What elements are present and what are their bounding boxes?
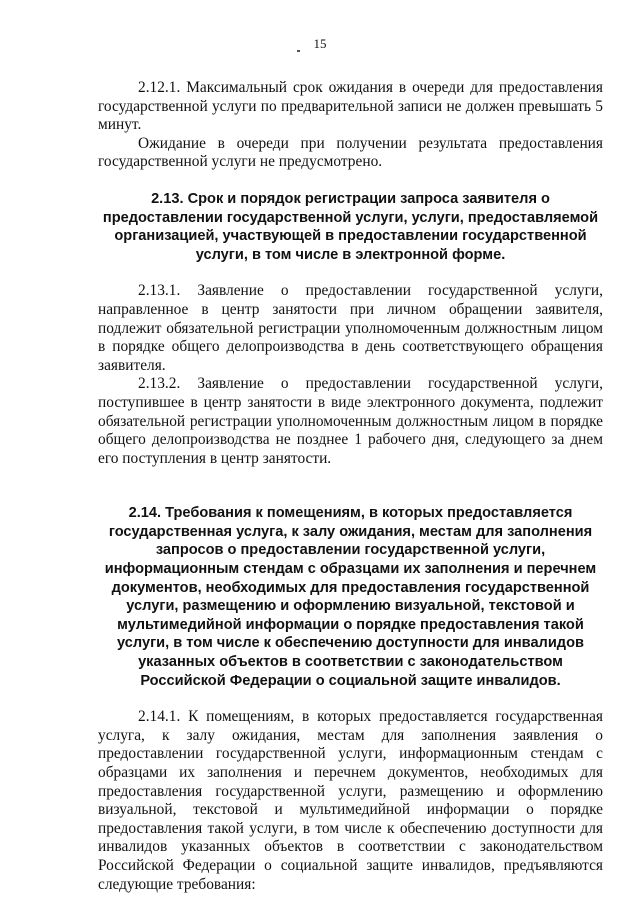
paragraph-2-12-1: 2.12.1. Максимальный срок ожидания в очереди для предоставления государственной услуги по предварительной записи не должен превышать 5 минут. (98, 79, 603, 134)
paragraph-waiting: Ожидание в очереди при получении результата предоставления государственной услуги не предусмотрено. (98, 134, 603, 171)
page-number: 15 (313, 36, 327, 51)
heading-2-13: 2.13. Срок и порядок регистрации запроса заявителя о предоставлении государственной услуги, услуги, предоставляемой организацией, участвующей в предоставлении государственной услуги, в том числе в электронной форме. (102, 190, 599, 263)
paragraph-2-13-2: 2.13.2. Заявление о предоставлении государственной услуги, поступившее в центр занятости в виде электронного документа, подлежит обязательной регистрации уполномоченным должностным лицом в порядке общего делопроизводства не позднее 1 рабочего дня, следующего за днем его поступления в центр занятости. (98, 375, 603, 467)
paragraph-2-14-1: 2.14.1. К помещениям, в которых предоставляется государственная услуга, к залу ожидания, местам для заполнения заявления о предоставлении государственной услуги, информационным стендам с образцами их заполнения и перечнем документов, необходимых для предоставления государственной услуги, размещению и оформлению визуальной, текстовой и мультимедийной информации о порядке предоставления такой услуги, в том числе к обеспечению доступности для инвалидов указанных объектов в соответствии с законодательством Российской Федерации о социальной защите инвалидов, предъявляются следующие требования: (98, 708, 603, 893)
document-body (98, 79, 603, 894)
heading-2-14: 2.14. Требования к помещениям, в которых предоставляется государственная услуга, к залу ожидания, местам для заполнения запросов о предоставлении государственной услуги, информационным стендам с образцами их заполнения и перечнем документов, необходимых для предоставления государственной услуги, размещению и оформлению визуальной, текстовой и мультимедийной информации о порядке предоставления такой услуги, в том числе к обеспечению доступности для инвалидов указанных объектов в соответствии с законодательством Российской Федерации о социальной защите инвалидов. (104, 505, 597, 689)
scan-mark (297, 50, 300, 52)
paragraph-2-13-1: 2.13.1. Заявление о предоставлении государственной услуги, направленное в центр занятости при личном обращении заявителя, подлежит обязательной регистрации уполномоченным должностным лицом в порядке общего делопроизводства в день соответствующего обращения заявителя. (98, 282, 603, 374)
